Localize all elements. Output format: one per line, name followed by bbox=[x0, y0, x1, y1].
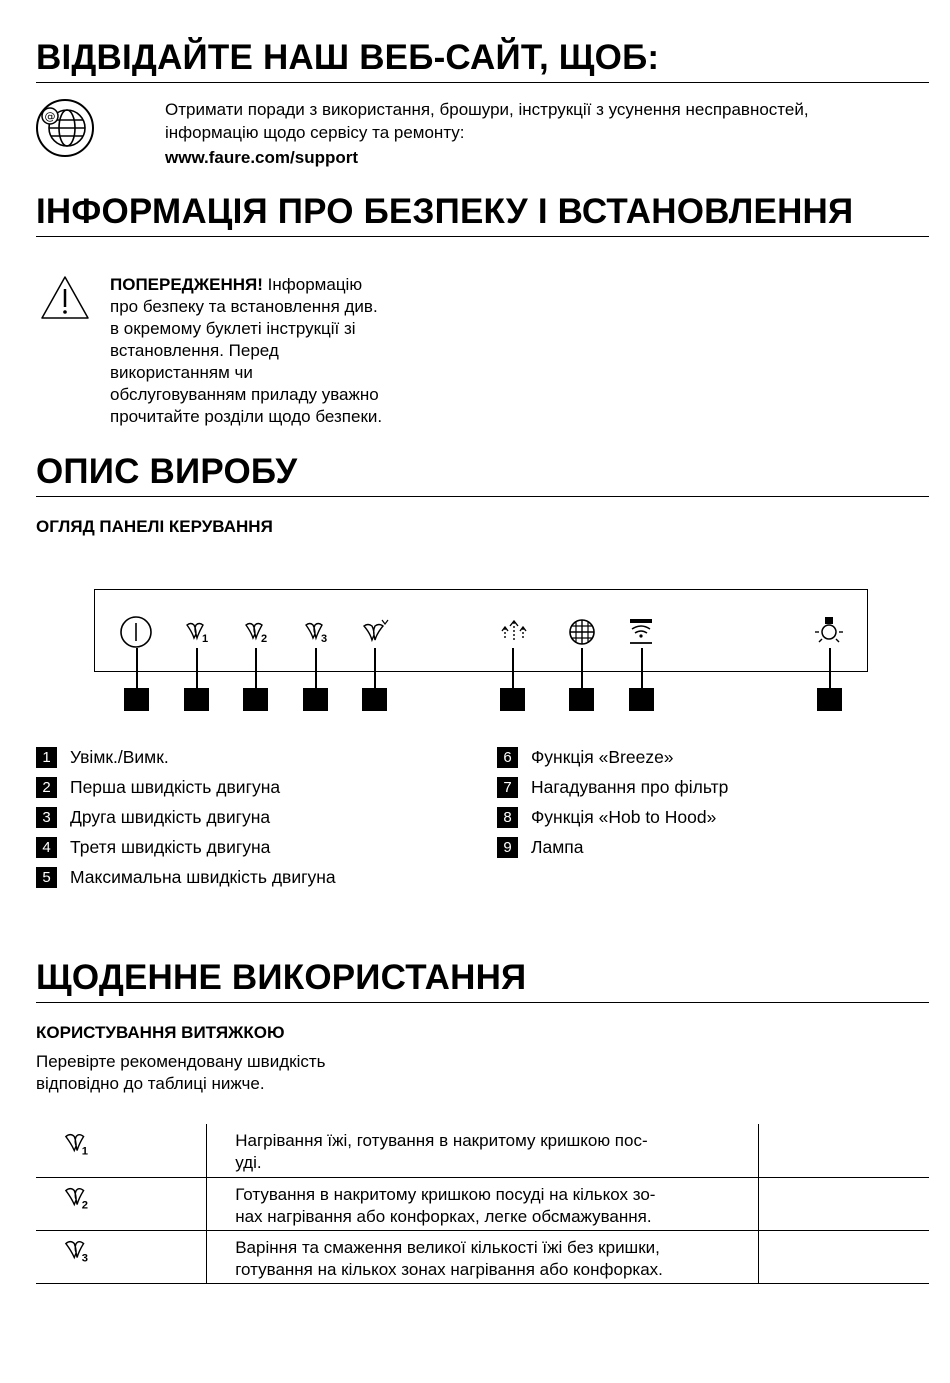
callout-line bbox=[136, 648, 138, 688]
callout-square bbox=[303, 688, 328, 711]
callout-line bbox=[512, 648, 514, 688]
svg-text:2: 2 bbox=[81, 1198, 88, 1211]
svg-text:2: 2 bbox=[261, 633, 268, 645]
callout-square bbox=[362, 688, 387, 711]
fan-speed-1-icon bbox=[181, 616, 215, 648]
legend-number: 6 bbox=[497, 747, 518, 768]
legend-number: 4 bbox=[36, 837, 57, 858]
safety-heading: ІНФОРМАЦІЯ ПРО БЕЗПЕКУ І ВСТАНОВЛЕННЯ bbox=[36, 192, 929, 237]
website-url-link[interactable]: www.faure.com/support bbox=[165, 148, 359, 167]
table-icon-cell bbox=[36, 1177, 207, 1230]
website-text-line2: інформацію щодо сервісу та ремонту: bbox=[165, 123, 465, 142]
legend-number: 2 bbox=[36, 777, 57, 798]
callout-square bbox=[500, 688, 525, 711]
safety-text: в окремому буклеті інструкції зі bbox=[110, 319, 356, 338]
callout-line bbox=[641, 648, 643, 688]
legend-label: Друга швидкість двигуна bbox=[70, 807, 271, 827]
safety-text: використанням чи bbox=[110, 363, 253, 382]
fan-speed-3-icon bbox=[62, 1237, 94, 1265]
svg-text:3: 3 bbox=[81, 1251, 88, 1264]
callout-line bbox=[581, 648, 583, 688]
callout-line bbox=[315, 648, 317, 688]
control-panel-subheading: ОГЛЯД ПАНЕЛІ КЕРУВАННЯ bbox=[36, 517, 273, 536]
table-desc-cell bbox=[207, 1124, 759, 1177]
safety-text: Інформацію bbox=[267, 275, 363, 294]
hood-usage-subheading: КОРИСТУВАННЯ ВИТЯЖКОЮ bbox=[36, 1023, 285, 1042]
table-empty-cell bbox=[758, 1230, 929, 1283]
callout-square bbox=[817, 688, 842, 711]
table-text: готування на кількох зонах нагрівання або конфорках. bbox=[235, 1259, 663, 1279]
fan-speed-3-icon bbox=[300, 616, 334, 648]
fan-max-speed-icon bbox=[358, 616, 392, 648]
intro-text: відповідно до таблиці нижче. bbox=[36, 1074, 265, 1093]
svg-text:1: 1 bbox=[81, 1145, 88, 1158]
warning-triangle-icon bbox=[40, 275, 90, 320]
legend-label: Нагадування про фільтр bbox=[531, 777, 729, 797]
svg-text:1: 1 bbox=[202, 633, 209, 645]
filter-icon bbox=[565, 616, 599, 648]
legend-number: 3 bbox=[36, 807, 57, 828]
product-heading: ОПИС ВИРОБУ bbox=[36, 452, 929, 497]
globe-at-icon bbox=[35, 98, 95, 158]
safety-text: прочитайте розділи щодо безпеки. bbox=[110, 407, 383, 426]
legend-number: 1 bbox=[36, 747, 57, 768]
fan-speed-1-icon bbox=[62, 1130, 94, 1158]
intro-text: Перевірте рекомендовану швидкість bbox=[36, 1052, 326, 1071]
fan-speed-2-icon bbox=[240, 616, 274, 648]
power-icon bbox=[119, 616, 153, 648]
legend-label: Лампа bbox=[531, 837, 584, 857]
website-heading: ВІДВІДАЙТЕ НАШ ВЕБ-САЙТ, ЩОБ: bbox=[36, 38, 929, 83]
website-text-line1: Отримати поради з використання, брошури, інструкції з усунення несправностей, bbox=[165, 100, 809, 119]
hob-to-hood-icon bbox=[624, 616, 658, 648]
table-text: уді. bbox=[235, 1153, 262, 1172]
legend-label: Перша швидкість двигуна bbox=[70, 777, 281, 797]
legend-number: 5 bbox=[36, 867, 57, 888]
legend-label: Функція «Breeze» bbox=[531, 747, 674, 767]
safety-warning-line1 bbox=[110, 274, 362, 296]
legend-label: Третя швидкість двигуна bbox=[70, 837, 271, 857]
callout-line bbox=[255, 648, 257, 688]
legend-label: Увімк./Вимк. bbox=[70, 747, 169, 767]
safety-text: про безпеку та встановлення див. bbox=[110, 297, 378, 316]
callout-line bbox=[829, 648, 831, 688]
callout-line bbox=[196, 648, 198, 688]
svg-text:3: 3 bbox=[321, 633, 328, 645]
callout-square bbox=[243, 688, 268, 711]
callout-square bbox=[629, 688, 654, 711]
callout-square bbox=[124, 688, 149, 711]
svg-text:@: @ bbox=[44, 110, 56, 123]
legend-label: Максимальна швидкість двигуна bbox=[70, 867, 336, 887]
table-row bbox=[36, 1124, 929, 1177]
speed-table bbox=[36, 1124, 929, 1284]
legend-number: 9 bbox=[497, 837, 518, 858]
table-row bbox=[36, 1177, 929, 1230]
legend-number: 8 bbox=[497, 807, 518, 828]
callout-line bbox=[374, 648, 376, 688]
fan-speed-2-icon bbox=[62, 1184, 94, 1212]
table-empty-cell bbox=[758, 1177, 929, 1230]
daily-use-heading: ЩОДЕННЕ ВИКОРИСТАННЯ bbox=[36, 958, 929, 1003]
legend-label: Функція «Hob to Hood» bbox=[531, 807, 717, 827]
table-text: Нагрівання їжі, готування в накритому кришкою пос- bbox=[235, 1131, 648, 1150]
breeze-icon bbox=[497, 616, 531, 648]
legend-number: 7 bbox=[497, 777, 518, 798]
lamp-icon bbox=[812, 616, 846, 648]
table-desc-cell bbox=[207, 1230, 759, 1283]
table-icon-cell bbox=[36, 1230, 207, 1283]
table-icon-cell bbox=[36, 1124, 207, 1177]
callout-square bbox=[184, 688, 209, 711]
table-text: нах нагрівання або конфорках, легке обсмажування. bbox=[235, 1206, 652, 1226]
table-desc-cell bbox=[207, 1177, 759, 1230]
callout-square bbox=[569, 688, 594, 711]
table-text: Готування в накритому кришкою посуді на кількох зо- bbox=[235, 1184, 656, 1204]
safety-text: встановлення. Перед bbox=[110, 341, 279, 360]
safety-text: обслуговуванням приладу уважно bbox=[110, 385, 379, 404]
warning-label: ПОПЕРЕДЖЕННЯ! bbox=[110, 275, 263, 294]
table-text: Варіння та смаження великої кількості їжі без кришки, bbox=[235, 1237, 660, 1257]
table-row bbox=[36, 1230, 929, 1283]
table-empty-cell bbox=[758, 1124, 929, 1177]
